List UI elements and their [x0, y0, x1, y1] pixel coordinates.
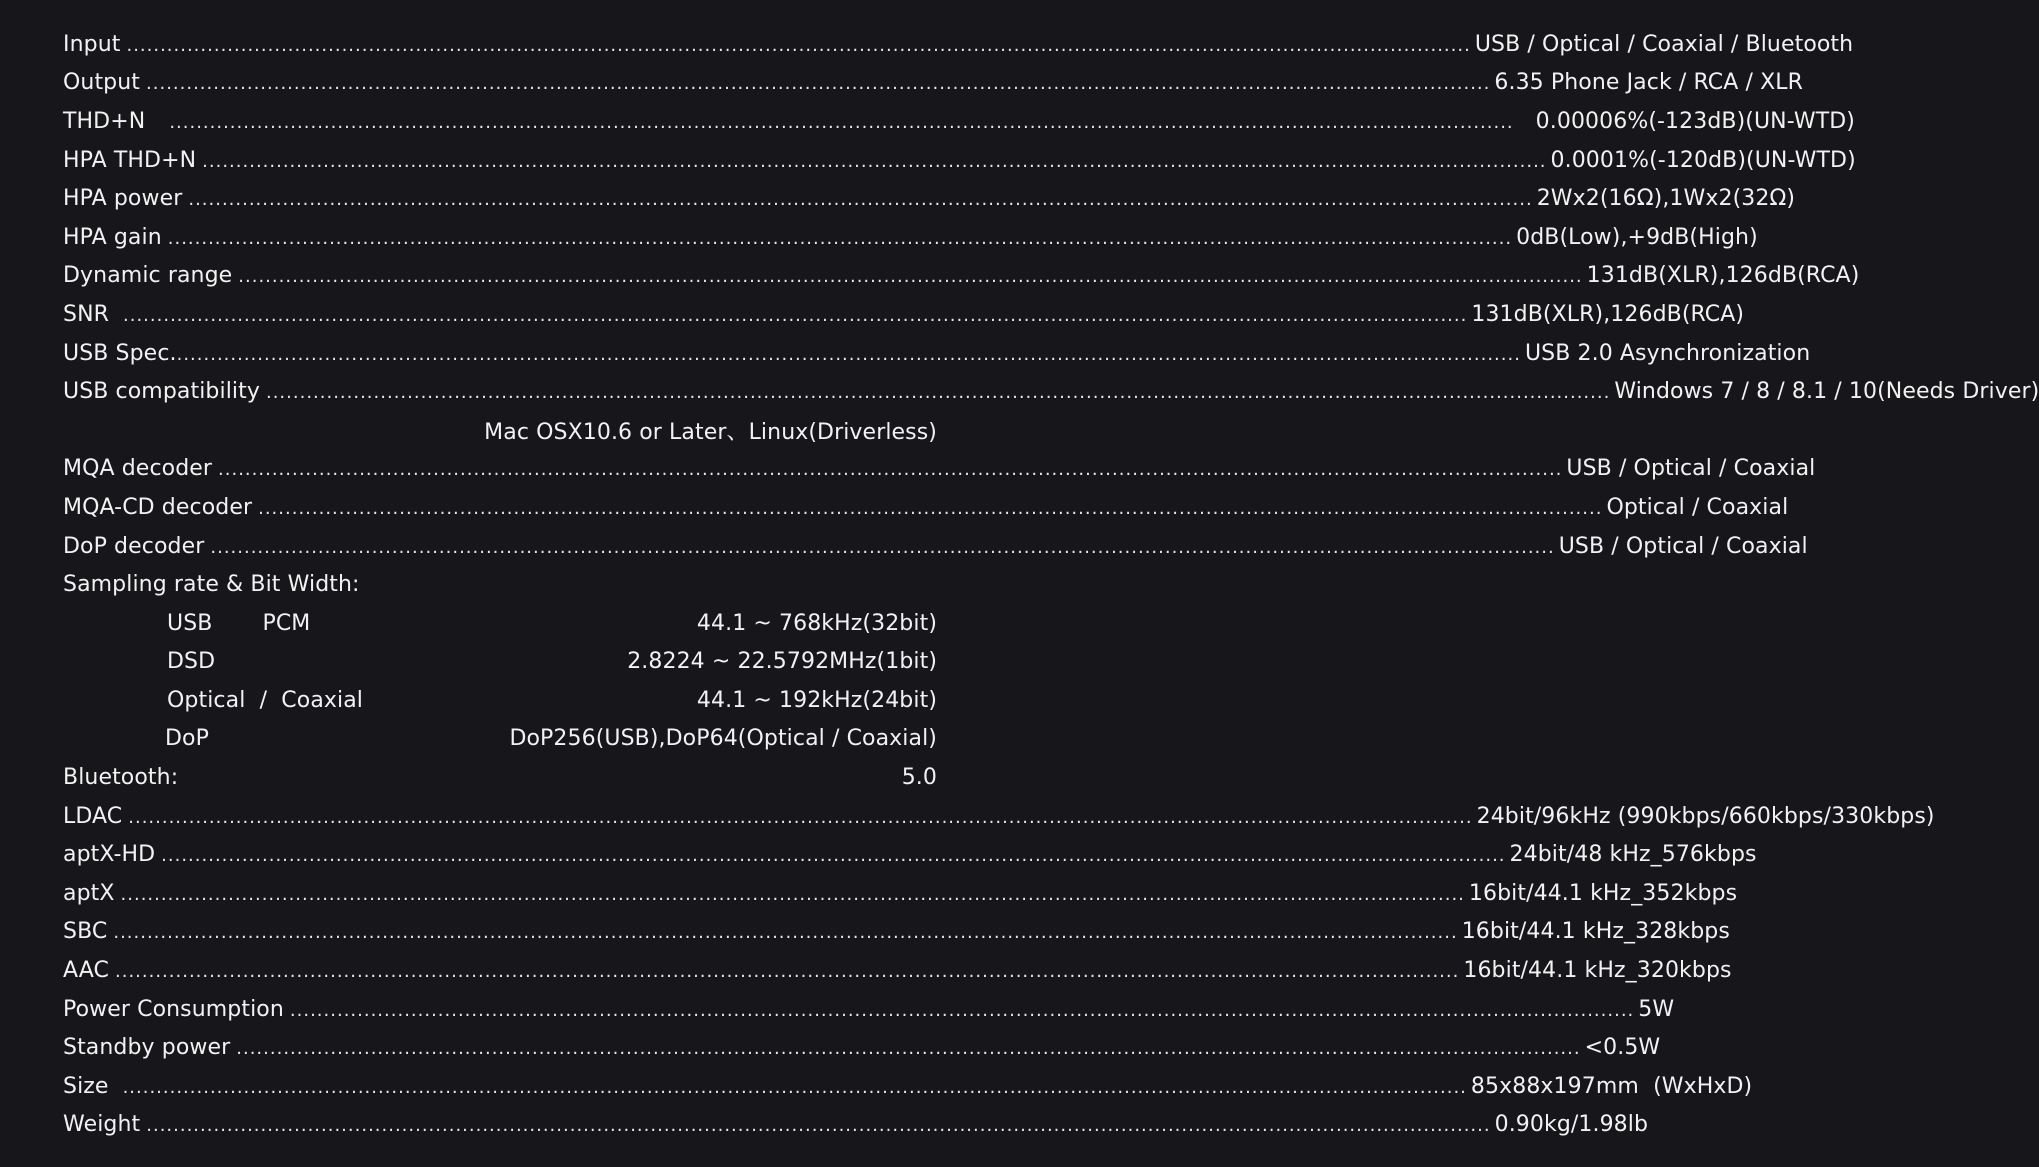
- spec-label: aptX: [63, 880, 115, 906]
- dot-leader: ........................................................................................................................................................................................................: [258, 497, 1603, 519]
- dot-leader: ........................................................................................................................................................................................................: [113, 922, 1458, 944]
- spec-value: 6.35 Phone Jack / RCA / XLR: [1494, 70, 1804, 96]
- dot-leader: ........................................................................................................................................................................................................: [128, 806, 1473, 828]
- spec-label: USB Spec.: [63, 340, 177, 366]
- dot-leader: ........................................................................................................................................................................................................: [122, 1076, 1467, 1098]
- spec-row-dop-decoder: [63, 527, 1808, 566]
- spec-label: HPA power: [63, 186, 183, 212]
- spec-row-bluetooth: [63, 758, 937, 797]
- spec-row-ldac: [63, 797, 1935, 836]
- spec-value: 24bit/96kHz (990kbps/660kbps/330kbps): [1476, 803, 1935, 829]
- dot-leader: ........................................................................................................................................................................................................: [265, 382, 1611, 404]
- spec-label: MQA-CD decoder: [63, 494, 253, 520]
- dot-leader: ........................................................................................................................................................................................................: [236, 1038, 1581, 1060]
- spec-value: <0.5W: [1584, 1035, 1661, 1061]
- spec-row-usb-spec: [63, 334, 1811, 373]
- spec-value: Mac OSX10.6 or Later、Linux(Driverless): [484, 419, 937, 445]
- spec-value: 131dB(XLR),126dB(RCA): [1586, 263, 1860, 289]
- spec-value: 5W: [1638, 996, 1675, 1022]
- spec-label: SNR: [63, 301, 110, 327]
- sampling-sublabel: PCM: [262, 610, 311, 636]
- spec-row-dynamic-range: [63, 257, 1860, 296]
- dot-leader: ........................................................................................................................................................................................................: [238, 266, 1583, 288]
- spec-label: Input: [63, 31, 121, 57]
- spec-label: Dynamic range: [63, 263, 233, 289]
- sampling-label: DSD: [167, 649, 216, 675]
- dot-leader: ........................................................................................................................................................................................................: [120, 883, 1465, 905]
- dot-leader: ........................................................................................................................................................................................................: [210, 536, 1555, 558]
- spec-value: Windows 7 / 8 / 8.1 / 10(Needs Driver): [1614, 379, 2039, 405]
- sampling-row-optical-coaxial: [63, 681, 937, 720]
- sampling-row-dsd: [63, 643, 937, 682]
- spec-value: Optical / Coaxial: [1606, 494, 1789, 520]
- sampling-row-dop: [63, 720, 937, 759]
- spec-value: 0.00006%(-123dB)(UN-WTD): [1535, 108, 1855, 134]
- spec-row-size: [63, 1067, 1753, 1106]
- sampling-value: 2.8224 ~ 22.5792MHz(1bit): [627, 649, 937, 675]
- spec-value: 0.90kg/1.98lb: [1494, 1112, 1649, 1138]
- spec-list: [63, 25, 2039, 1144]
- sampling-row-usb-pcm: [63, 604, 937, 643]
- dot-leader: ........................................................................................................................................................................................................: [169, 111, 1514, 133]
- dot-leader: ........................................................................................................................................................................................................: [167, 227, 1513, 249]
- spec-label: HPA gain: [63, 224, 162, 250]
- dot-leader: ........................................................................................................................................................................................................: [188, 189, 1533, 211]
- sampling-label: Optical / Coaxial: [167, 687, 364, 713]
- dot-leader: ........................................................................................................................................................................................................: [123, 304, 1468, 326]
- spec-label: Power Consumption: [63, 996, 284, 1022]
- spec-value: USB / Optical / Coaxial: [1558, 533, 1808, 559]
- spec-row-thd-n: [63, 102, 1855, 141]
- spec-value: 85x88x197mm (WxHxD): [1470, 1073, 1753, 1099]
- spec-row-snr: [63, 295, 1745, 334]
- section-heading: Sampling rate & Bit Width:: [63, 572, 360, 598]
- dot-leader: ........................................................................................................................................................................................................: [176, 343, 1521, 365]
- spec-row-standby-power: [63, 1028, 1661, 1067]
- spec-value: 24bit/48 kHz_576kbps: [1509, 842, 1757, 868]
- spec-row-weight: [63, 1106, 1649, 1145]
- spec-label: Bluetooth:: [63, 765, 179, 791]
- dot-leader: ........................................................................................................................................................................................................: [161, 845, 1506, 867]
- spec-row-mqa-cd-decoder: [63, 488, 1789, 527]
- spec-value: 16bit/44.1 kHz_328kbps: [1461, 919, 1730, 945]
- spec-row-mqa-decoder: [63, 450, 1816, 489]
- dot-leader: ........................................................................................................................................................................................................: [218, 459, 1563, 481]
- spec-value: 5.0: [901, 765, 937, 791]
- spec-row-usb-compatibility: [63, 372, 2039, 411]
- spec-row-hpa-power: [63, 179, 1796, 218]
- spec-label: aptX-HD: [63, 842, 156, 868]
- spec-label: Size: [63, 1073, 109, 1099]
- spec-value: 0dB(Low),+9dB(High): [1516, 224, 1758, 250]
- spec-label: LDAC: [63, 803, 123, 829]
- spec-row-power-consumption: [63, 990, 1675, 1029]
- spec-label: Weight: [63, 1112, 141, 1138]
- dot-leader: ........................................................................................................................................................................................................: [289, 999, 1635, 1021]
- spec-value: 0.0001%(-120dB)(UN-WTD): [1550, 147, 1856, 173]
- spec-label: DoP decoder: [63, 533, 205, 559]
- spec-value: USB / Optical / Coaxial / Bluetooth: [1474, 31, 1854, 57]
- spec-value: 16bit/44.1 kHz_352kbps: [1468, 880, 1738, 906]
- dot-leader: ........................................................................................................................................................................................................: [202, 150, 1547, 172]
- spec-label: MQA decoder: [63, 456, 213, 482]
- spec-label: USB compatibility: [63, 379, 260, 405]
- spec-value: USB / Optical / Coaxial: [1566, 456, 1816, 482]
- dot-leader: ........................................................................................................................................................................................................: [146, 1115, 1491, 1137]
- spec-row-sbc: [63, 913, 1730, 952]
- dot-leader: ........................................................................................................................................................................................................: [126, 34, 1471, 56]
- spec-row-aptx-hd: [63, 835, 1757, 874]
- sampling-label: USB: [167, 610, 213, 636]
- dot-leader: ........................................................................................................................................................................................................: [115, 961, 1460, 983]
- spec-row-hpa-gain: [63, 218, 1758, 257]
- spec-label: Standby power: [63, 1035, 231, 1061]
- spec-value: 131dB(XLR),126dB(RCA): [1471, 301, 1745, 327]
- spec-value: USB 2.0 Asynchronization: [1524, 340, 1811, 366]
- spec-row-aac: [63, 951, 1732, 990]
- spec-label: THD+N: [63, 108, 146, 134]
- spec-value: 16bit/44.1 kHz_320kbps: [1463, 958, 1732, 984]
- spec-label: HPA THD+N: [63, 147, 197, 173]
- spec-row-hpa-thd-n: [63, 141, 1856, 180]
- sampling-value: 44.1 ~ 768kHz(32bit): [696, 610, 937, 636]
- sampling-value: 44.1 ~ 192kHz(24bit): [696, 687, 937, 713]
- sampling-value: DoP256(USB),DoP64(Optical / Coaxial): [509, 726, 937, 752]
- spec-value: 2Wx2(16Ω),1Wx2(32Ω): [1536, 186, 1796, 212]
- spec-row-output: [63, 64, 1804, 103]
- spec-row-usb-compatibility-cont: [63, 411, 937, 450]
- spec-label: AAC: [63, 958, 109, 984]
- spec-label: Output: [63, 70, 141, 96]
- spec-row-input: [63, 25, 1854, 64]
- sampling-label: DoP: [165, 726, 209, 752]
- spec-label: SBC: [63, 919, 108, 945]
- sampling-heading: [63, 565, 937, 604]
- spec-row-aptx: [63, 874, 1738, 913]
- dot-leader: ........................................................................................................................................................................................................: [146, 73, 1491, 95]
